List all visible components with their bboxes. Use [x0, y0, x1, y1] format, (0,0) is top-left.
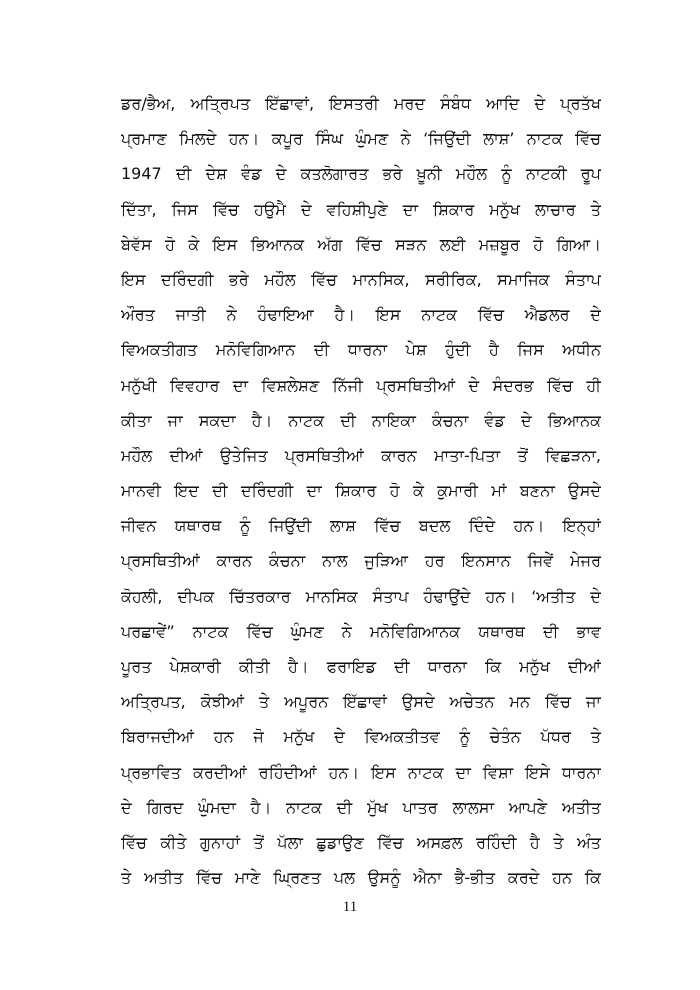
text-line: ਮਨੁੱਖੀ ਵਿਵਹਾਰ ਦਾ ਵਿਸ਼ਲੇਸ਼ਣ ਨਿੱਜੀ ਪ੍ਰਸਥਿਤੀਆਂ ਦੇ ਸੰਦਰਭ ਵਿੱਚ ਹੀ [121, 375, 601, 395]
text-line: ਬੇਵੱਸ ਹੋ ਕੇ ਇਸ ਭਿਆਨਕ ਅੱਗ ਵਿੱਚ ਸੜਨ ਲਈ ਮਜ਼ਬੂਰ ਹੋ ਗਿਆ। [121, 234, 601, 254]
text-line: ਪ੍ਰਸਥਿਤੀਆਂ ਕਾਰਨ ਕੰਚਨਾ ਨਾਲ ਜੁੜਿਆ ਹਰ ਇਨਸਾਨ ਜਿਵੇਂ ਮੇਜਰ [121, 551, 601, 571]
text-line: ਡਰ/ਭੈਅ, ਅਤ੍ਰਿਪਤ ਇੱਛਾਵਾਂ, ਇਸਤਰੀ ਮਰਦ ਸੰਬੰਧ ਆਦਿ ਦੇ ਪ੍ਰਤੱਖ [121, 94, 601, 113]
body-text [121, 86, 601, 895]
text-line: ਮਾਨਵੀ ਇਦ ਦੀ ਦਰਿੰਦਗੀ ਦਾ ਸ਼ਿਕਾਰ ਹੋ ਕੇ ਕੁਮਾਰੀ ਮਾਂ ਬਣਨਾ ਉਸਦੇ [121, 481, 601, 501]
text-line: ਇਸ ਦਰਿੰਦਗੀ ਭਰੇ ਮਹੌਲ ਵਿੱਚ ਮਾਨਸਿਕ, ਸਰੀਰਿਕ, ਸਮਾਜਿਕ ਸੰਤਾਪ [121, 269, 601, 289]
text-line: ਵਿੱਚ ਕੀਤੇ ਗੁਨਾਹਾਂ ਤੋਂ ਪੱਲਾ ਛੁਡਾਉਣ ਵਿੱਚ ਅਸਫ਼ਲ ਰਹਿੰਦੀ ਹੈ ਤੇ ਅੰਤ [121, 832, 601, 852]
text-line: ਵਿਅਕਤੀਗਤ ਮਨੋਵਿਗਿਆਨ ਦੀ ਧਾਰਨਾ ਪੇਸ਼ ਹੁੰਦੀ ਹੈ ਜਿਸ ਅਧੀਨ [121, 340, 601, 360]
text-line: ਕੀਤਾ ਜਾ ਸਕਦਾ ਹੈ। ਨਾਟਕ ਦੀ ਨਾਇਕਾ ਕੰਚਨਾ ਵੰਡ ਦੇ ਭਿਆਨਕ [121, 410, 601, 430]
page-number: 11 [342, 899, 358, 915]
text-line: ਪ੍ਰਮਾਣ ਮਿਲਦੇ ਹਨ। ਕਪੂਰ ਸਿੰਘ ਘੁੰਮਣ ਨੇ ‘ਜਿਉਂਦੀ ਲਾਸ਼’ ਨਾਟਕ ਵਿੱਚ [121, 129, 601, 149]
text-line: ਅਤ੍ਰਿਪਤ, ਕੋਝੀਆਂ ਤੇ ਅਪੂਰਨ ਇੱਛਾਵਾਂ ਉਸਦੇ ਅਚੇਤਨ ਮਨ ਵਿੱਚ ਜਾ [121, 692, 601, 712]
text-line: ਦਿੱਤਾ, ਜਿਸ ਵਿੱਚ ਹਉਮੈ ਦੇ ਵਹਿਸ਼ੀਪੁਣੇ ਦਾ ਸ਼ਿਕਾਰ ਮਨੁੱਖ ਲਾਚਾਰ ਤੇ [121, 199, 601, 219]
text-line: ਪਰਛਾਵੇਂ” ਨਾਟਕ ਵਿੱਚ ਘੁੰਮਣ ਨੇ ਮਨੋਵਿਗਿਆਨਕ ਯਥਾਰਥ ਦੀ ਭਾਵ [121, 621, 601, 641]
text-line: ਦੇ ਗਿਰਦ ਘੁੰਮਦਾ ਹੈ। ਨਾਟਕ ਦੀ ਮੁੱਖ ਪਾਤਰ ਲਾਲਸਾ ਆਪਣੇ ਅਤੀਤ [121, 797, 601, 817]
text-line: ਪ੍ਰਭਾਵਿਤ ਕਰਦੀਆਂ ਰਹਿੰਦੀਆਂ ਹਨ। ਇਸ ਨਾਟਕ ਦਾ ਵਿਸ਼ਾ ਇਸੇ ਧਾਰਨਾ [121, 762, 601, 782]
text-line: ਔਰਤ ਜਾਤੀ ਨੇ ਹੰਢਾਇਆ ਹੈ। ਇਸ ਨਾਟਕ ਵਿੱਚ ਐਡਲਰ ਦੇ [121, 305, 601, 325]
text-line: ਬਿਰਾਜਦੀਆਂ ਹਨ ਜੋ ਮਨੁੱਖ ਦੇ ਵਿਅਕਤੀਤਵ ਨੂੰ ਚੇਤੰਨ ਪੱਧਰ ਤੇ [121, 727, 601, 747]
text-line: ਜੀਵਨ ਯਥਾਰਥ ਨੂੰ ਜਿਉਂਦੀ ਲਾਸ਼ ਵਿੱਚ ਬਦਲ ਦਿੰਦੇ ਹਨ। ਇਨ੍ਹਾਂ [121, 516, 601, 536]
text-line: ਮਹੌਲ ਦੀਆਂ ਉਤੇਜਿਤ ਪ੍ਰਸਥਿਤੀਆਂ ਕਾਰਨ ਮਾਤਾ-ਪਿਤਾ ਤੋਂ ਵਿਛੜਨਾ, [121, 445, 601, 465]
text-line: 1947 ਦੀ ਦੇਸ਼ ਵੰਡ ਦੇ ਕਤਲੋਗਾਰਤ ਭਰੇ ਖ਼ੂਨੀ ਮਹੌਲ ਨੂੰ ਨਾਟਕੀ ਰੂਪ [121, 164, 601, 184]
text-line: ਪੂਰਤ ਪੇਸ਼ਕਾਰੀ ਕੀਤੀ ਹੈ। ਫਰਾਇਡ ਦੀ ਧਾਰਨਾ ਕਿ ਮਨੁੱਖ ਦੀਆਂ [121, 657, 601, 676]
text-line: ਤੇ ਅਤੀਤ ਵਿੱਚ ਮਾਣੇ ਘ੍ਰਿਣਤ ਪਲ ਉਸਨੂੰ ਐਨਾ ਭੈ-ਭੀਤ ਕਰਦੇ ਹਨ ਕਿ [121, 868, 601, 888]
text-line: ਕੋਹਲੀ, ਦੀਪਕ ਚਿੱਤਰਕਾਰ ਮਾਨਸਿਕ ਸੰਤਾਪ ਹੰਢਾਉਂਦੇ ਹਨ। ‘ਅਤੀਤ ਦੇ [121, 586, 601, 606]
